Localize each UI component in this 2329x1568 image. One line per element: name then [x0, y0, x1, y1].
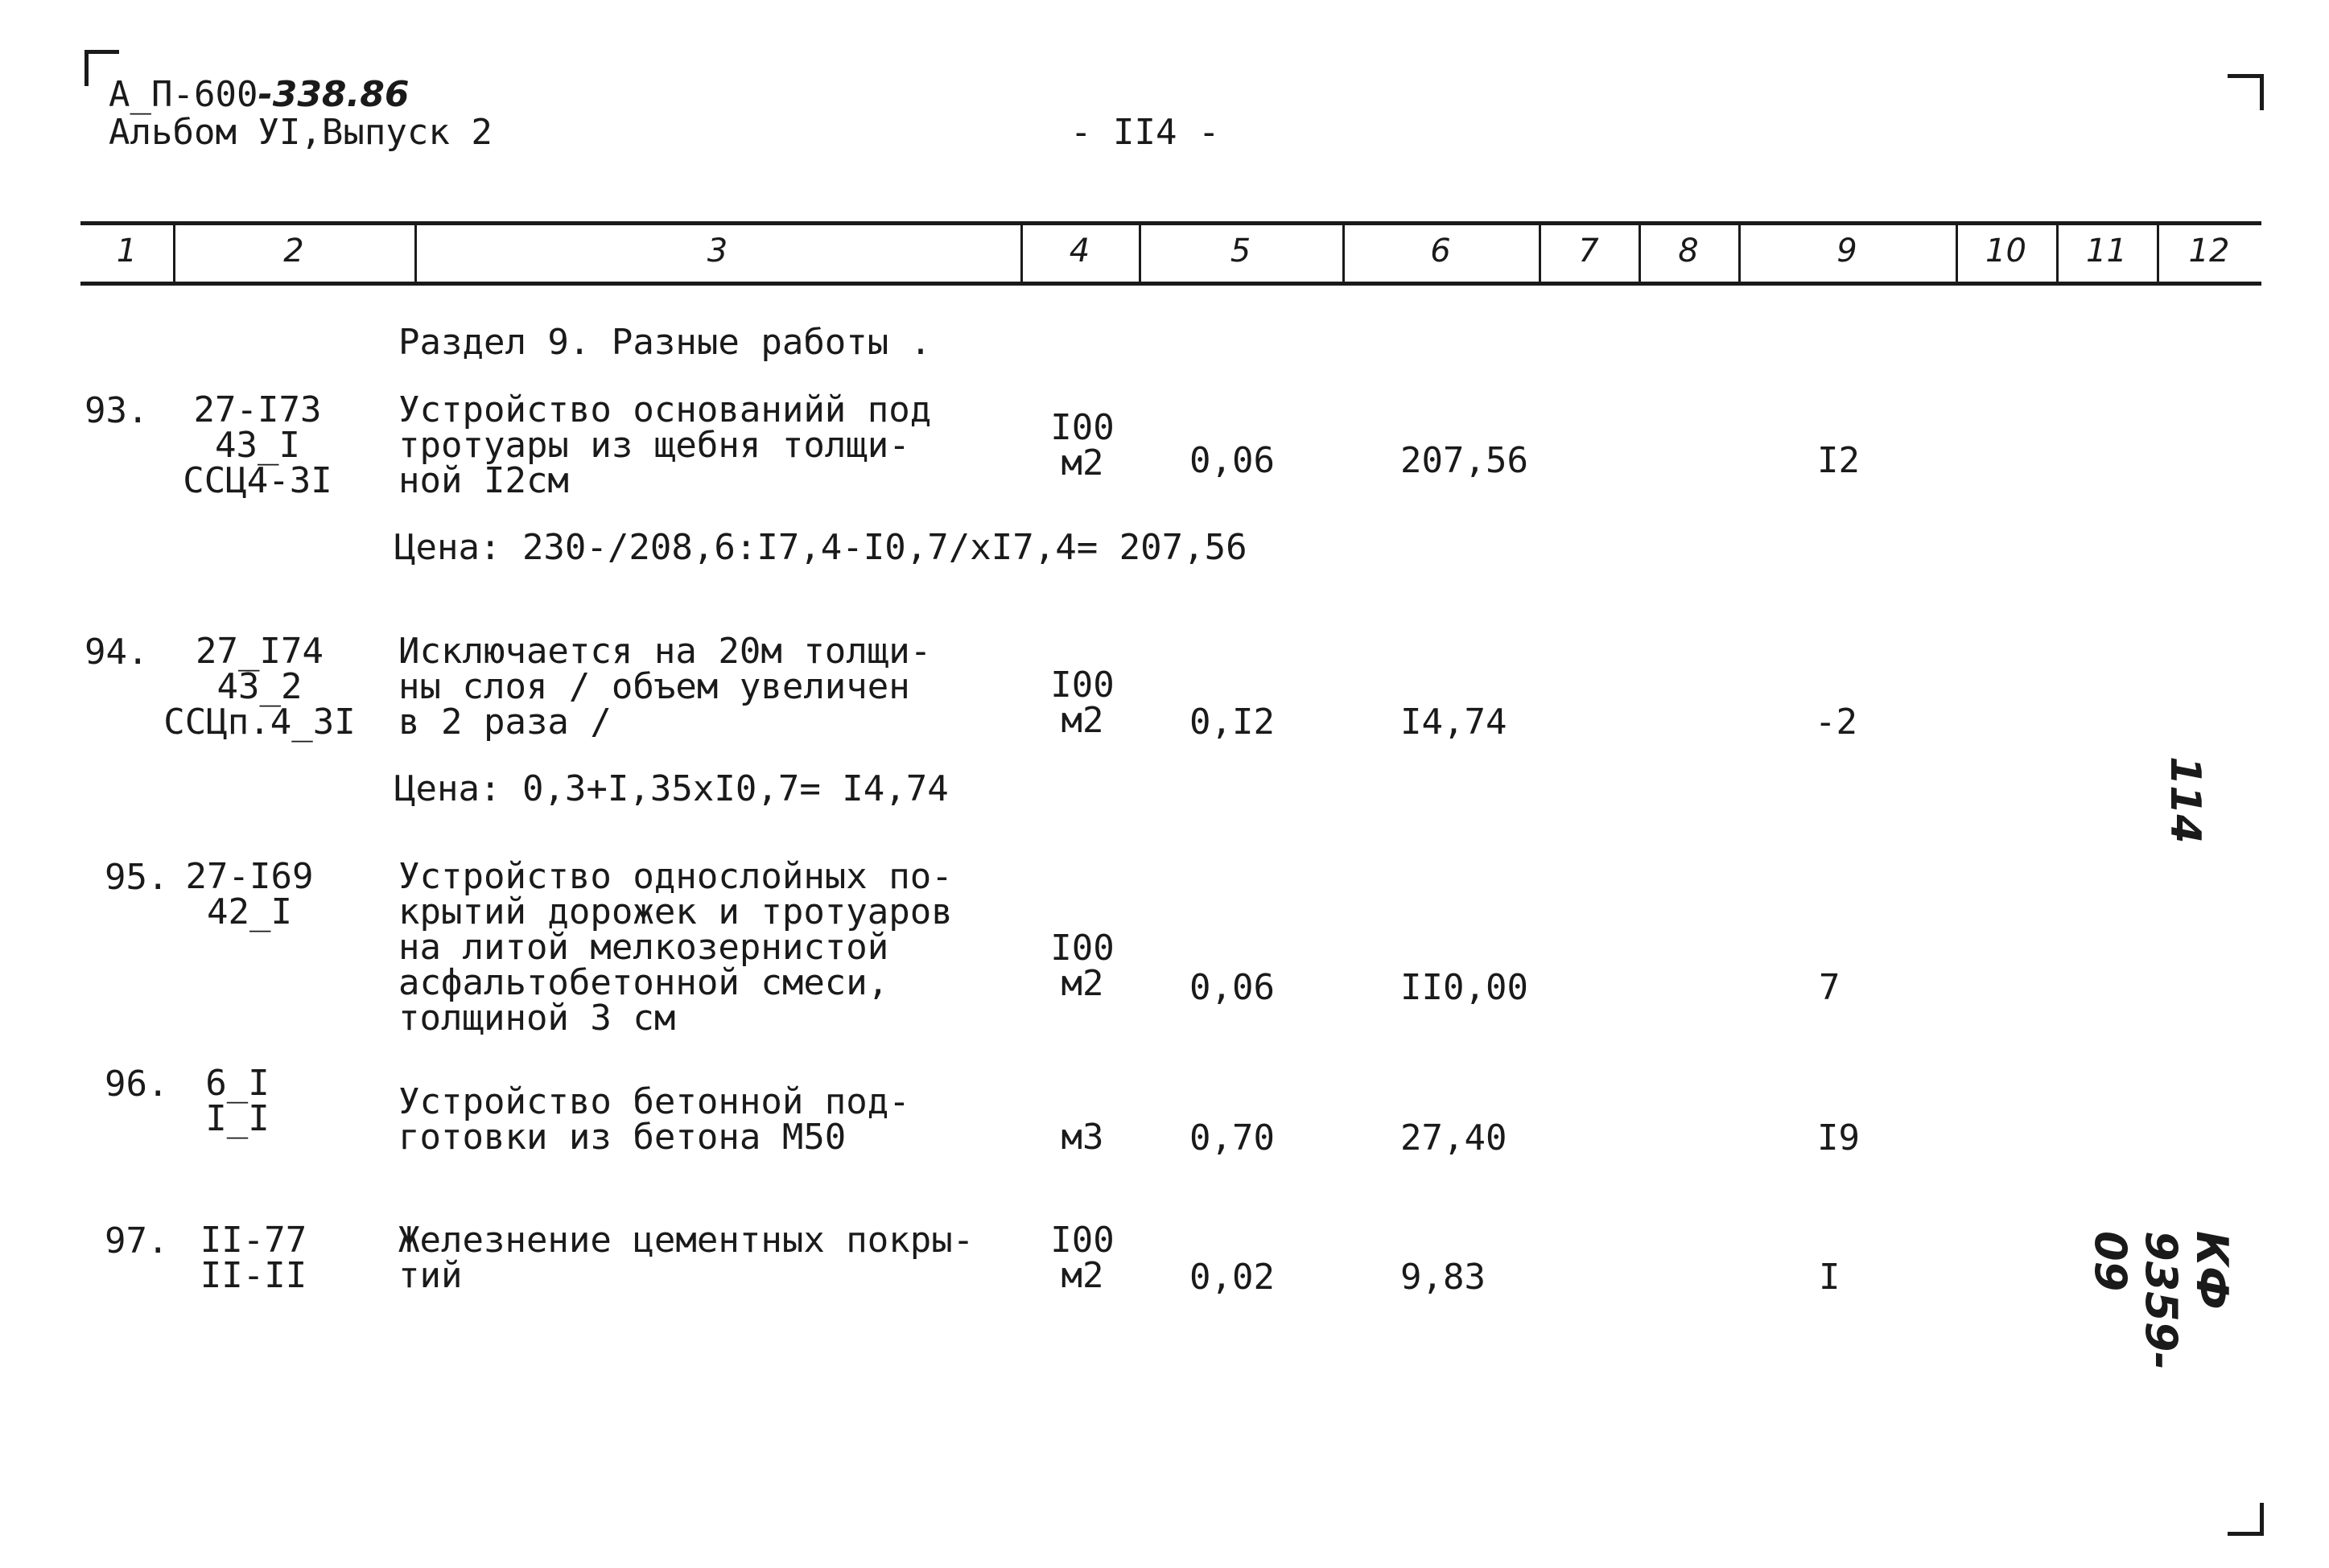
- column-number: 4: [1069, 233, 1090, 270]
- corner-mark-bottom-right: [2228, 1503, 2264, 1536]
- quantity: 0,06: [1189, 440, 1275, 481]
- column-number: 3: [707, 233, 728, 270]
- unit-price: II0,00: [1400, 967, 1528, 1008]
- unit-price: I4,74: [1400, 702, 1507, 743]
- unit: м3: [1061, 1117, 1104, 1158]
- price-calculation: Цена: 230-/208,6:I7,4-I0,7/хI7,4= 207,56: [394, 527, 1247, 568]
- column-number: 1: [116, 233, 138, 270]
- document-code-handwritten: -338.86: [258, 74, 410, 115]
- row-number: 96.: [105, 1064, 169, 1105]
- unit-price: 27,40: [1400, 1117, 1507, 1159]
- quantity: 0,06: [1189, 967, 1275, 1008]
- column-number: 12: [2188, 233, 2230, 270]
- column-number: 2: [283, 233, 304, 270]
- unit: I00 м2: [1050, 665, 1115, 741]
- column-number: 7: [1578, 233, 1599, 270]
- work-code: 27_I74 43_2 ССЦп.4_3I: [163, 631, 356, 743]
- work-description: Устройство однослойных по- крытий дорожек и тротуаров на литой мелкозернистой асфальтобетонной смеси, толщиной 3 см: [398, 856, 953, 1039]
- quantity: 0,70: [1189, 1117, 1275, 1159]
- work-code: II-77 II-II: [200, 1220, 307, 1296]
- column-number: 10: [1985, 233, 2026, 270]
- unit: I00 м2: [1050, 928, 1115, 1004]
- row-number: 95.: [105, 857, 169, 898]
- column-number: 8: [1678, 233, 1699, 270]
- section-title: Раздел 9. Разные работы .: [398, 322, 932, 363]
- handwritten-page-mark: 114: [2161, 756, 2209, 844]
- archive-stamp: КФ 9359-09: [2085, 1231, 2237, 1370]
- header-rule-top: [80, 221, 2261, 225]
- column-number: 6: [1430, 233, 1451, 270]
- work-description: Исключается на 20м толщи- ны слоя / объем увеличен в 2 раза /: [398, 631, 932, 743]
- header-rule-bottom: [80, 282, 2261, 286]
- quantity: 0,I2: [1189, 702, 1275, 743]
- work-code: 27-I69 42_I: [185, 856, 314, 932]
- column-number: 11: [2086, 233, 2127, 270]
- corner-mark-top-right: [2228, 74, 2264, 110]
- document-code-prefix: А_П-600: [109, 74, 258, 115]
- row-number: 93.: [85, 390, 149, 431]
- column-number: 5: [1230, 233, 1251, 270]
- row-number: 97.: [105, 1220, 169, 1261]
- page-number: - II4 -: [1070, 112, 1220, 153]
- column-9-value: 7: [1819, 967, 1841, 1008]
- work-code: 27-I73 43_I ССЦ4-3I: [183, 389, 332, 501]
- quantity: 0,02: [1189, 1257, 1275, 1298]
- unit: I00 м2: [1050, 1220, 1115, 1296]
- column-9-value: I2: [1817, 440, 1860, 481]
- column-header: [80, 221, 2261, 286]
- unit: I00 м2: [1050, 407, 1115, 484]
- work-description: Устройство основанийй под тротуары из щебня толщи- ной I2см: [398, 389, 932, 501]
- work-description: Устройство бетонной под- готовки из бетона М50: [398, 1081, 910, 1158]
- work-code: 6_I I_I: [205, 1063, 270, 1139]
- album-title: Альбом УI,Выпуск 2: [109, 112, 493, 153]
- column-9-value: I: [1819, 1257, 1841, 1298]
- unit-price: 9,83: [1400, 1257, 1486, 1298]
- column-9-value: I9: [1817, 1117, 1860, 1159]
- column-9-value: -2: [1815, 702, 1857, 743]
- row-number: 94.: [85, 632, 149, 673]
- work-description: Железнение цементных покры- тий: [398, 1220, 975, 1296]
- price-calculation: Цена: 0,3+I,35хI0,7= I4,74: [394, 768, 949, 809]
- document-code: [109, 76, 410, 113]
- column-number: 9: [1836, 233, 1857, 270]
- unit-price: 207,56: [1400, 440, 1528, 481]
